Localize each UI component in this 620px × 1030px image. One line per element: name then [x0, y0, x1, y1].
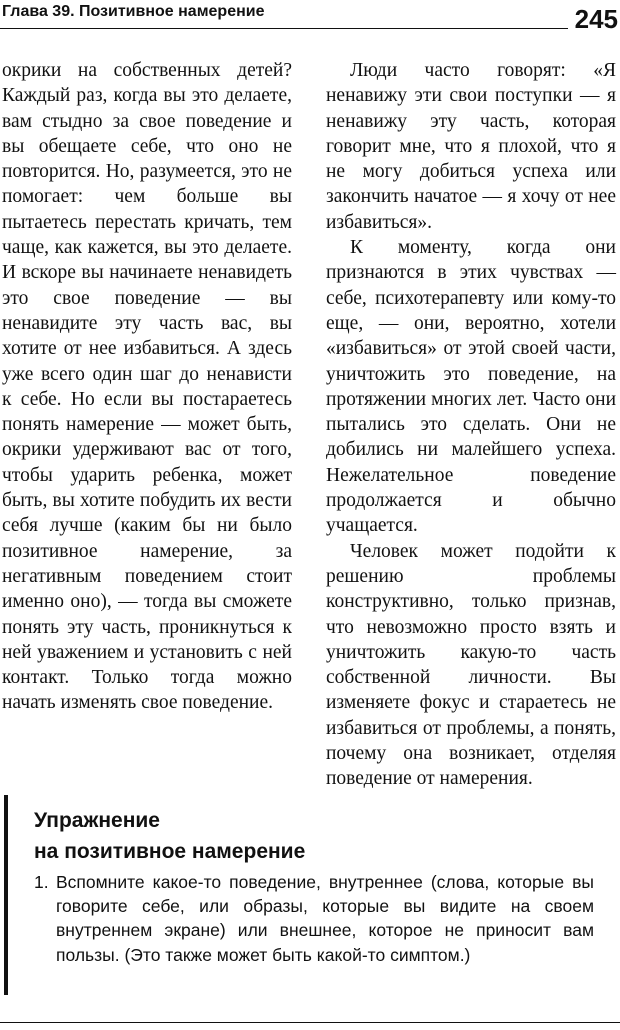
- footer-rule: [0, 1022, 620, 1023]
- exercise-title-line: Упражнение: [34, 809, 160, 832]
- running-header: [0, 0, 620, 34]
- exercise-box: [0, 795, 620, 995]
- exercise-step: [34, 870, 594, 967]
- exercise-side-bar: [4, 795, 8, 995]
- left-paragraph: окрики на собственных детей? Каждый раз, когда вы это делаете, вам стыдно за свое поведение и вы обещаете себе, что оно не повторится. Но, разумеется, это не помогает: чем больше вы пытаетесь перестать кричать, тем чаще, как кажется, вы это делаете. И вскоре вы начинаете ненавидеть это свое поведение — вы ненавидите эту часть вас, вы хотите от нее избавиться. А здесь уже всего один шаг до ненависти к себе. Но если вы постараетесь понять намерение — может быть, окрики удерживают вас от того, чтобы ударить ребенка, может быть, вы хотите побудить их вести себя лучше (каким бы ни было позитивное намерение, за негативным поведением стоит именно оно), — тогда вы сможете понять эту часть, проникнуться к ней уважением и установить с ней контакт. Только тогда можно начать изменять свое поведение.: [2, 60, 292, 714]
- right-column: [326, 58, 616, 792]
- right-paragraph: Человек может подойти к решению проблемы конструктивно, только признав, что невозможно просто взять и уничтожить какую-то часть собственной личности. Вы изменяете фокус и стараетесь не избавиться от проблемы, а понять, почему она возникает, отделяя поведение от намерения.: [326, 540, 616, 790]
- exercise-title: [34, 805, 305, 867]
- step-number: 1.: [34, 872, 49, 892]
- header-rule: [0, 28, 568, 29]
- page-number: 245: [574, 4, 618, 34]
- chapter-title: Глава 39. Позитивное намерение: [2, 3, 265, 20]
- right-paragraph: К моменту, когда они признаются в этих чувствах — себе, психотерапевту или кому-то еще, — они, вероятно, хотели «избавиться» от этой своей части, уничтожить это поведение, на протяжении многих лет. Часто они пытались это сделать. Они не добились ни малейшего успеха. Нежелательное поведение продолжается и обычно учащается.: [326, 237, 616, 537]
- exercise-title-line: на позитивное намерение: [34, 840, 306, 863]
- right-paragraph: Люди часто говорят: «Я ненавижу эти свои поступки — я ненавижу эту часть, которая говорит мне, что я плохой, что я не могу добиться успеха или закончить начатое — я хочу от нее избавиться».: [326, 60, 616, 233]
- step-text: Вспомните какое-то поведение, внутреннее (слова, которые вы говорите себе, или образы, которые вы видите на своем внутреннем экране) или внешнее, которое не приносит вам пользы. (Это также может быть какой-то симптом.): [56, 872, 594, 965]
- left-column: [2, 58, 292, 716]
